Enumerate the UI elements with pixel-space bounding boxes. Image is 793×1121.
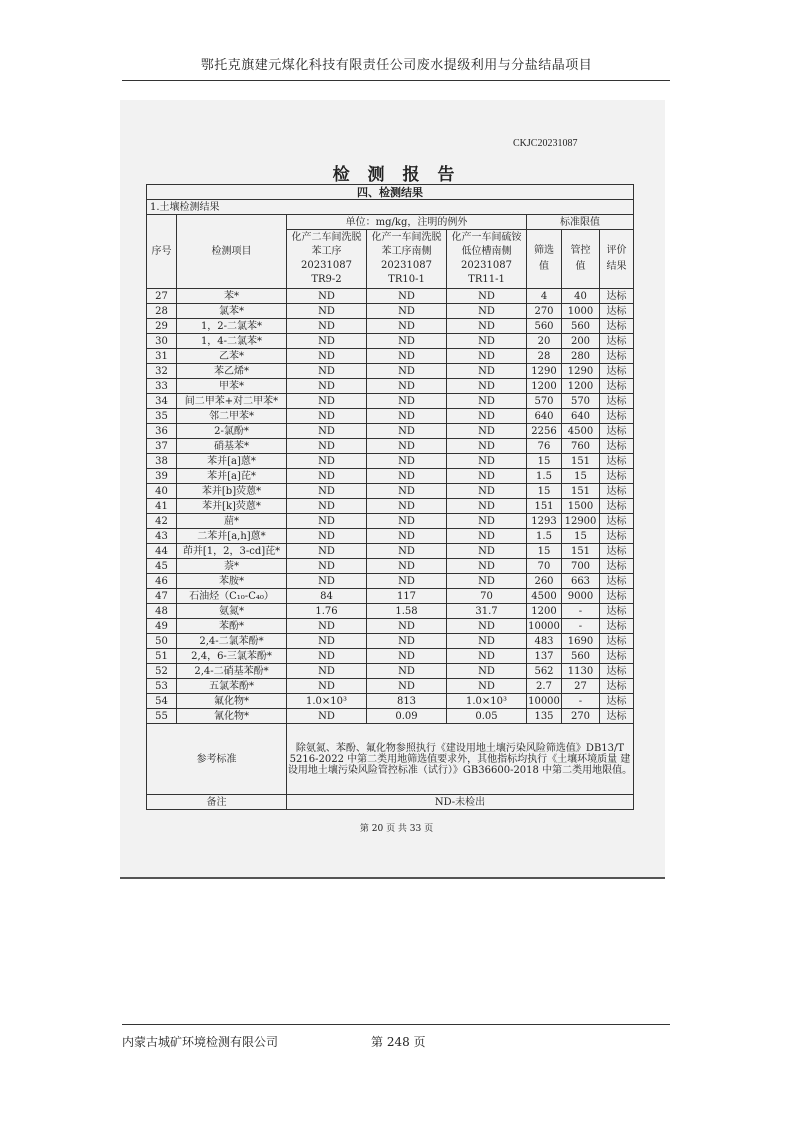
row-item: 苯并[k]荧蒽* xyxy=(177,499,287,514)
row-no: 27 xyxy=(147,289,177,304)
row-sample1: ND xyxy=(287,289,367,304)
row-screen: 562 xyxy=(527,664,562,679)
table-row xyxy=(147,514,634,529)
row-no: 41 xyxy=(147,499,177,514)
row-sample1: ND xyxy=(287,319,367,334)
row-control: 280 xyxy=(562,349,600,364)
row-item: 氨氮* xyxy=(177,604,287,619)
row-control: 760 xyxy=(562,439,600,454)
row-sample2: ND xyxy=(367,469,447,484)
row-sample3: 31.7 xyxy=(447,604,527,619)
row-sample2: ND xyxy=(367,439,447,454)
row-item: 2,4-二氯苯酚* xyxy=(177,634,287,649)
header-rule xyxy=(122,80,670,81)
row-screen: 151 xyxy=(527,499,562,514)
row-sample3: ND xyxy=(447,319,527,334)
row-result: 达标 xyxy=(600,364,634,379)
row-result: 达标 xyxy=(600,319,634,334)
row-sample3: ND xyxy=(447,619,527,634)
report-number: CKJC20231087 xyxy=(513,138,578,149)
row-sample1: ND xyxy=(287,619,367,634)
row-no: 33 xyxy=(147,379,177,394)
row-sample1: ND xyxy=(287,424,367,439)
row-no: 42 xyxy=(147,514,177,529)
row-sample2: ND xyxy=(367,559,447,574)
table-row xyxy=(147,544,634,559)
sample3-header: 化产一车间硫铵低位槽南侧 20231087 TR11-1 xyxy=(447,230,527,289)
row-screen: 76 xyxy=(527,439,562,454)
row-result: 达标 xyxy=(600,709,634,724)
row-result: 达标 xyxy=(600,649,634,664)
row-screen: 1290 xyxy=(527,364,562,379)
row-sample2: ND xyxy=(367,484,447,499)
col-seq-header: 序号 xyxy=(147,215,177,289)
table-row xyxy=(147,394,634,409)
row-control: 1130 xyxy=(562,664,600,679)
row-result: 达标 xyxy=(600,694,634,709)
row-no: 51 xyxy=(147,649,177,664)
row-sample3: ND xyxy=(447,379,527,394)
row-result: 达标 xyxy=(600,454,634,469)
row-item: 苯并[a]芘* xyxy=(177,469,287,484)
eval-result-header: 评价结果 xyxy=(600,230,634,289)
row-result: 达标 xyxy=(600,634,634,649)
row-item: 乙苯* xyxy=(177,349,287,364)
row-sample3: ND xyxy=(447,514,527,529)
row-no: 28 xyxy=(147,304,177,319)
row-control: 9000 xyxy=(562,589,600,604)
row-sample3: ND xyxy=(447,424,527,439)
row-sample2: ND xyxy=(367,529,447,544)
row-control: 1000 xyxy=(562,304,600,319)
std-limit-header: 标准限值 xyxy=(527,215,634,230)
row-screen: 20 xyxy=(527,334,562,349)
row-sample2: ND xyxy=(367,514,447,529)
row-sample1: ND xyxy=(287,484,367,499)
row-no: 44 xyxy=(147,544,177,559)
row-screen: 28 xyxy=(527,349,562,364)
row-control: 27 xyxy=(562,679,600,694)
row-sample3: ND xyxy=(447,529,527,544)
row-sample2: ND xyxy=(367,334,447,349)
row-screen: 4500 xyxy=(527,589,562,604)
table-row xyxy=(147,484,634,499)
row-screen: 135 xyxy=(527,709,562,724)
table-row xyxy=(147,679,634,694)
row-screen: 10000 xyxy=(528,620,560,632)
row-result: 达标 xyxy=(600,529,634,544)
row-sample2: ND xyxy=(367,634,447,649)
row-no: 46 xyxy=(147,574,177,589)
row-no: 50 xyxy=(147,634,177,649)
row-control: 560 xyxy=(562,319,600,334)
row-control: 151 xyxy=(562,544,600,559)
table-row xyxy=(147,664,634,679)
row-no: 34 xyxy=(147,394,177,409)
row-control: 560 xyxy=(562,649,600,664)
row-control: 1500 xyxy=(562,499,600,514)
table-row xyxy=(147,349,634,364)
row-result: 达标 xyxy=(600,619,634,634)
row-item: 1，4-二氯苯* xyxy=(177,334,287,349)
row-screen: 15 xyxy=(527,454,562,469)
row-sample3: ND xyxy=(447,634,527,649)
row-sample3: ND xyxy=(447,664,527,679)
row-result: 达标 xyxy=(600,664,634,679)
page-header: 鄂托克旗建元煤化科技有限责任公司废水提级利用与分盐结晶项目 xyxy=(200,58,593,73)
row-sample1: 84 xyxy=(287,589,367,604)
row-sample2: ND xyxy=(367,664,447,679)
row-control: - xyxy=(562,694,600,709)
row-sample1: 1.0×10³ xyxy=(287,694,367,709)
row-sample3: ND xyxy=(447,499,527,514)
row-sample2: 1.58 xyxy=(367,604,447,619)
row-screen: 260 xyxy=(527,574,562,589)
row-sample3: ND xyxy=(447,289,527,304)
row-screen: 270 xyxy=(527,304,562,319)
row-sample1: ND xyxy=(287,499,367,514)
control-value-header: 管控值 xyxy=(562,230,600,289)
row-control: 151 xyxy=(562,484,600,499)
row-no: 54 xyxy=(147,694,177,709)
row-sample3: ND xyxy=(447,649,527,664)
row-sample2: ND xyxy=(367,394,447,409)
table-row xyxy=(147,304,634,319)
table-row xyxy=(147,379,634,394)
row-no: 52 xyxy=(147,664,177,679)
sample2-header: 化产一车间洗脱苯工序南侧 20231087 TR10-1 xyxy=(367,230,447,289)
row-sample1: 1.76 xyxy=(287,604,367,619)
row-sample3: ND xyxy=(447,544,527,559)
row-sample3: ND xyxy=(447,409,527,424)
table-row xyxy=(147,574,634,589)
row-screen: 570 xyxy=(527,394,562,409)
footer-page-number: 第 248 页 xyxy=(371,1035,426,1049)
row-item: 2,4-二硝基苯酚* xyxy=(177,664,287,679)
row-screen: 15 xyxy=(527,544,562,559)
remark-text: ND-未检出 xyxy=(287,795,634,810)
row-result: 达标 xyxy=(600,469,634,484)
table-row xyxy=(147,364,634,379)
row-result: 达标 xyxy=(600,574,634,589)
scan-bottom-edge xyxy=(120,877,665,879)
table-row xyxy=(147,604,634,619)
row-screen: 640 xyxy=(527,409,562,424)
row-sample1: ND xyxy=(287,649,367,664)
row-item: 氯苯* xyxy=(177,304,287,319)
row-sample2: ND xyxy=(367,454,447,469)
table-row xyxy=(147,454,634,469)
row-sample1: ND xyxy=(287,454,367,469)
row-control: 270 xyxy=(562,709,600,724)
row-sample1: ND xyxy=(287,439,367,454)
row-sample2: ND xyxy=(367,364,447,379)
row-screen: 2256 xyxy=(527,424,562,439)
row-control: 1200 xyxy=(562,379,600,394)
row-sample1: ND xyxy=(287,349,367,364)
row-screen: 1293 xyxy=(527,514,562,529)
row-screen: 483 xyxy=(527,634,562,649)
row-result: 达标 xyxy=(600,334,634,349)
row-sample2: ND xyxy=(367,409,447,424)
row-screen: 1200 xyxy=(527,379,562,394)
row-item: 硝基苯* xyxy=(177,439,287,454)
row-result: 达标 xyxy=(600,409,634,424)
table-row xyxy=(147,649,634,664)
row-no: 47 xyxy=(147,589,177,604)
row-control: 640 xyxy=(562,409,600,424)
row-sample1: ND xyxy=(287,364,367,379)
row-no: 35 xyxy=(147,409,177,424)
sample1-header: 化产二车间洗脱苯工序 20231087 TR9-2 xyxy=(287,230,367,289)
row-sample3: ND xyxy=(447,349,527,364)
row-result: 达标 xyxy=(600,424,634,439)
row-screen: 70 xyxy=(527,559,562,574)
table-row xyxy=(147,424,634,439)
row-sample3: ND xyxy=(447,559,527,574)
row-sample2: ND xyxy=(367,349,447,364)
row-result: 达标 xyxy=(600,379,634,394)
row-sample1: ND xyxy=(287,574,367,589)
row-item: 氟化物* xyxy=(177,694,287,709)
row-control: 663 xyxy=(562,574,600,589)
row-no: 39 xyxy=(147,469,177,484)
row-item: 苯并[b]荧蒽* xyxy=(177,484,287,499)
row-item: 2,4，6-三氯苯酚* xyxy=(177,649,287,664)
row-sample3: ND xyxy=(447,439,527,454)
row-no: 30 xyxy=(147,334,177,349)
col-item-header: 检测项目 xyxy=(177,215,287,289)
row-sample2: 117 xyxy=(367,589,447,604)
row-result: 达标 xyxy=(600,679,634,694)
row-result: 达标 xyxy=(600,439,634,454)
row-no: 49 xyxy=(147,619,177,634)
row-no: 31 xyxy=(147,349,177,364)
row-item: 二苯并[a,h]蒽* xyxy=(177,529,287,544)
row-sample2: ND xyxy=(367,649,447,664)
row-item: 茚并[1，2，3-cd]芘* xyxy=(177,544,287,559)
row-result: 达标 xyxy=(600,589,634,604)
table-row xyxy=(147,634,634,649)
row-result: 达标 xyxy=(600,544,634,559)
row-control: 12900 xyxy=(562,514,600,529)
row-screen: 2.7 xyxy=(527,679,562,694)
row-screen: 4 xyxy=(527,289,562,304)
footer-rule xyxy=(122,1024,670,1025)
row-no: 38 xyxy=(147,454,177,469)
row-no: 45 xyxy=(147,559,177,574)
row-sample3: ND xyxy=(447,679,527,694)
row-sample1: ND xyxy=(287,634,367,649)
results-body xyxy=(147,289,634,724)
row-sample3: ND xyxy=(447,469,527,484)
table-row xyxy=(147,499,634,514)
row-control: 15 xyxy=(562,529,600,544)
row-screen: 10000 xyxy=(528,695,560,707)
row-item: 苯并[a]蒽* xyxy=(177,454,287,469)
row-item: 间二甲苯+对二甲苯* xyxy=(177,394,287,409)
row-item: 苯胺* xyxy=(177,574,287,589)
row-screen: 137 xyxy=(527,649,562,664)
table-row xyxy=(147,319,634,334)
row-control: 1290 xyxy=(562,364,600,379)
row-item: 苯* xyxy=(177,289,287,304)
row-sample3: ND xyxy=(447,574,527,589)
row-sample1: ND xyxy=(287,409,367,424)
row-sample3: 70 xyxy=(447,589,527,604)
table-row xyxy=(147,619,634,634)
table-row xyxy=(147,559,634,574)
section-title: 四、检测结果 xyxy=(147,185,634,200)
row-sample2: ND xyxy=(367,619,447,634)
row-control: 700 xyxy=(562,559,600,574)
screen-value-header: 筛选值 xyxy=(527,230,562,289)
row-item: 1，2-二氯苯* xyxy=(177,319,287,334)
row-sample1: ND xyxy=(287,334,367,349)
row-screen: 1200 xyxy=(527,604,562,619)
row-control: 40 xyxy=(562,289,600,304)
report-title: 检 测 报 告 xyxy=(332,165,461,185)
row-sample1: ND xyxy=(287,394,367,409)
row-item: 邻二甲苯* xyxy=(177,409,287,424)
row-sample1: ND xyxy=(287,559,367,574)
subsection-title: 1.土壤检测结果 xyxy=(147,200,634,215)
row-item: 石油烃（C₁₀-C₄₀） xyxy=(177,589,287,604)
row-result: 达标 xyxy=(600,289,634,304)
row-sample1: ND xyxy=(287,529,367,544)
table-row xyxy=(147,409,634,424)
row-item: 䓛* xyxy=(177,514,287,529)
row-screen: 560 xyxy=(527,319,562,334)
row-screen: 1.5 xyxy=(527,469,562,484)
row-sample2: ND xyxy=(367,679,447,694)
row-sample1: ND xyxy=(287,709,367,724)
row-sample1: ND xyxy=(287,544,367,559)
row-result: 达标 xyxy=(600,484,634,499)
unit-note: 单位：mg/kg，注明的例外 xyxy=(287,215,527,230)
row-control: 151 xyxy=(562,454,600,469)
row-sample2: 0.09 xyxy=(367,709,447,724)
row-sample1: ND xyxy=(287,664,367,679)
row-sample2: ND xyxy=(367,544,447,559)
row-no: 37 xyxy=(147,439,177,454)
table-row xyxy=(147,694,634,709)
row-sample3: 0.05 xyxy=(447,709,527,724)
row-sample2: ND xyxy=(367,319,447,334)
row-item: 苯酚* xyxy=(177,619,287,634)
table-row xyxy=(147,529,634,544)
row-sample1: ND xyxy=(287,304,367,319)
row-control: 570 xyxy=(562,394,600,409)
table-row xyxy=(147,289,634,304)
table-row xyxy=(147,334,634,349)
row-no: 29 xyxy=(147,319,177,334)
soil-results-table xyxy=(146,184,634,810)
table-row xyxy=(147,469,634,484)
table-row xyxy=(147,709,634,724)
row-control: - xyxy=(562,604,600,619)
row-result: 达标 xyxy=(600,304,634,319)
row-sample3: ND xyxy=(447,304,527,319)
row-no: 53 xyxy=(147,679,177,694)
row-result: 达标 xyxy=(600,499,634,514)
row-sample2: ND xyxy=(367,574,447,589)
table-row xyxy=(147,589,634,604)
row-sample2: ND xyxy=(367,424,447,439)
row-sample3: ND xyxy=(447,334,527,349)
row-no: 43 xyxy=(147,529,177,544)
row-item: 萘* xyxy=(177,559,287,574)
row-sample1: ND xyxy=(287,379,367,394)
reference-text: 除氨氮、苯酚、氟化物参照执行《建设用地土壤污染风险筛选值》DB13/T 5216-2022 中第二类用地筛选值要求外，其他指标均执行《土壤环境质量 建设用地土壤污染风险管控标准（试行）》GB36600-2018 中第二类用地限值。 xyxy=(287,724,634,795)
row-result: 达标 xyxy=(600,394,634,409)
row-item: 苯乙烯* xyxy=(177,364,287,379)
row-sample2: ND xyxy=(367,304,447,319)
row-result: 达标 xyxy=(600,559,634,574)
remark-label: 备注 xyxy=(147,795,287,810)
row-sample3: ND xyxy=(447,364,527,379)
row-item: 甲苯* xyxy=(177,379,287,394)
row-sample3: ND xyxy=(447,454,527,469)
row-no: 40 xyxy=(147,484,177,499)
row-sample3: ND xyxy=(447,484,527,499)
reference-label: 参考标准 xyxy=(147,724,287,795)
table-row xyxy=(147,439,634,454)
row-item: 氰化物* xyxy=(177,709,287,724)
row-no: 48 xyxy=(147,604,177,619)
row-control: 200 xyxy=(562,334,600,349)
row-no: 32 xyxy=(147,364,177,379)
row-sample1: ND xyxy=(287,469,367,484)
row-screen: 15 xyxy=(527,484,562,499)
row-control: 4500 xyxy=(562,424,600,439)
row-no: 55 xyxy=(147,709,177,724)
row-item: 五氯苯酚* xyxy=(177,679,287,694)
row-sample2: ND xyxy=(367,379,447,394)
row-sample2: ND xyxy=(367,499,447,514)
row-control: 1690 xyxy=(562,634,600,649)
row-sample1: ND xyxy=(287,514,367,529)
row-sample2: ND xyxy=(367,289,447,304)
inner-page-number: 第 20 页 共 33 页 xyxy=(359,824,434,834)
row-control: 15 xyxy=(562,469,600,484)
row-screen: 1.5 xyxy=(527,529,562,544)
footer-company: 内蒙古城矿环境检测有限公司 xyxy=(122,1035,279,1049)
row-sample3: ND xyxy=(447,394,527,409)
row-sample3: 1.0×10³ xyxy=(447,694,527,709)
row-control: - xyxy=(562,619,600,634)
row-no: 36 xyxy=(147,424,177,439)
row-sample1: ND xyxy=(287,679,367,694)
row-item: 2-氯酚* xyxy=(177,424,287,439)
row-result: 达标 xyxy=(600,514,634,529)
row-result: 达标 xyxy=(600,604,634,619)
row-result: 达标 xyxy=(600,349,634,364)
row-sample2: 813 xyxy=(367,694,447,709)
